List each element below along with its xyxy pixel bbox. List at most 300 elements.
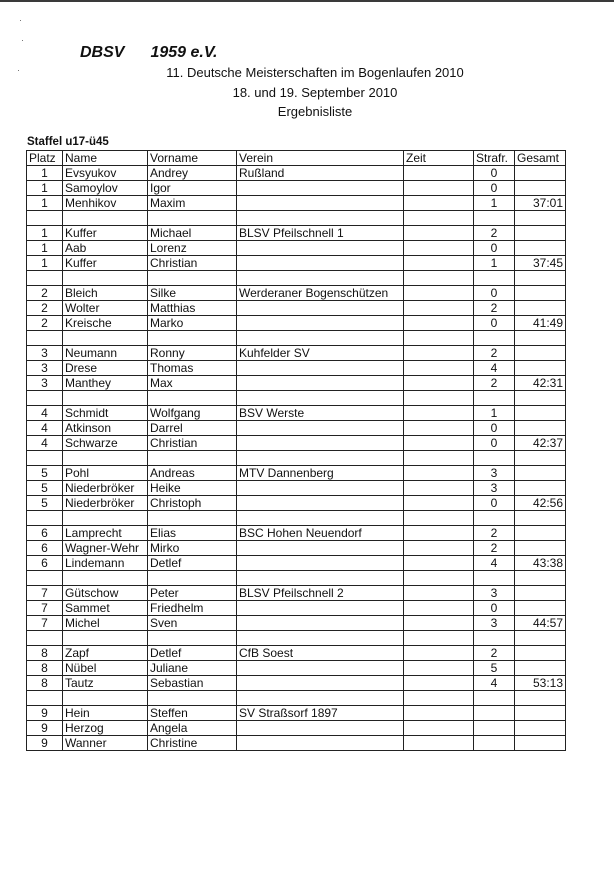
cell-vorname: Elias	[148, 526, 237, 541]
cell-name: Michel	[63, 616, 148, 631]
table-row	[27, 406, 566, 421]
cell-strafr: 2	[474, 646, 515, 661]
cell-zeit	[404, 346, 474, 361]
cell-platz: 7	[27, 601, 63, 616]
cell-strafr: 0	[474, 601, 515, 616]
cell-name: Kuffer	[63, 256, 148, 271]
spacer-cell	[474, 331, 515, 346]
cell-zeit	[404, 376, 474, 391]
spacer-cell	[148, 451, 237, 466]
cell-zeit	[404, 556, 474, 571]
table-row	[27, 256, 566, 271]
cell-gesamt: 42:31	[515, 376, 566, 391]
cell-platz: 4	[27, 421, 63, 436]
cell-vorname: Igor	[148, 181, 237, 196]
cell-platz: 3	[27, 346, 63, 361]
spacer-cell	[27, 211, 63, 226]
cell-name: Menhikov	[63, 196, 148, 211]
cell-gesamt	[515, 301, 566, 316]
cell-zeit	[404, 301, 474, 316]
cell-vorname: Christian	[148, 256, 237, 271]
cell-strafr	[474, 736, 515, 751]
cell-platz: 7	[27, 586, 63, 601]
cell-verein	[237, 436, 404, 451]
spacer-cell	[27, 511, 63, 526]
table-row	[27, 376, 566, 391]
spacer-cell	[404, 571, 474, 586]
cell-vorname: Peter	[148, 586, 237, 601]
cell-gesamt: 37:45	[515, 256, 566, 271]
spacer-cell	[404, 631, 474, 646]
cell-verein: SV Straßsorf 1897	[237, 706, 404, 721]
spacer-cell	[237, 331, 404, 346]
cell-verein	[237, 496, 404, 511]
cell-vorname: Christian	[148, 436, 237, 451]
table-row	[27, 676, 566, 691]
table-row	[27, 241, 566, 256]
cell-platz: 2	[27, 316, 63, 331]
table-row	[27, 556, 566, 571]
table-row	[27, 361, 566, 376]
cell-platz: 6	[27, 541, 63, 556]
cell-verein	[237, 736, 404, 751]
cell-platz: 7	[27, 616, 63, 631]
cell-gesamt	[515, 346, 566, 361]
cell-strafr: 2	[474, 301, 515, 316]
header-name: Name	[63, 151, 148, 166]
cell-verein	[237, 196, 404, 211]
cell-zeit	[404, 736, 474, 751]
cell-vorname: Sven	[148, 616, 237, 631]
cell-strafr: 5	[474, 661, 515, 676]
table-row	[27, 616, 566, 631]
cell-platz: 2	[27, 301, 63, 316]
cell-gesamt	[515, 736, 566, 751]
cell-name: Samoylov	[63, 181, 148, 196]
spacer-cell	[148, 211, 237, 226]
organization-heading	[80, 44, 217, 62]
cell-strafr: 4	[474, 676, 515, 691]
cell-vorname: Juliane	[148, 661, 237, 676]
cell-verein	[237, 556, 404, 571]
cell-zeit	[404, 721, 474, 736]
cell-zeit	[404, 466, 474, 481]
cell-verein	[237, 316, 404, 331]
scan-edge	[0, 0, 614, 2]
spacer-cell	[27, 451, 63, 466]
cell-zeit	[404, 256, 474, 271]
table-row	[27, 646, 566, 661]
cell-verein	[237, 376, 404, 391]
spacer-cell	[515, 691, 566, 706]
cell-zeit	[404, 526, 474, 541]
cell-zeit	[404, 361, 474, 376]
spacer-cell	[148, 691, 237, 706]
table-row	[27, 541, 566, 556]
cell-gesamt	[515, 241, 566, 256]
cell-vorname: Andrey	[148, 166, 237, 181]
cell-zeit	[404, 316, 474, 331]
cell-name: Pohl	[63, 466, 148, 481]
cell-strafr: 3	[474, 466, 515, 481]
spacer-cell	[237, 391, 404, 406]
cell-verein: BLSV Pfeilschnell 1	[237, 226, 404, 241]
spacer-cell	[404, 271, 474, 286]
cell-gesamt	[515, 286, 566, 301]
cell-gesamt	[515, 361, 566, 376]
cell-gesamt	[515, 721, 566, 736]
cell-strafr: 3	[474, 481, 515, 496]
cell-zeit	[404, 601, 474, 616]
cell-zeit	[404, 661, 474, 676]
cell-gesamt	[515, 481, 566, 496]
cell-vorname: Max	[148, 376, 237, 391]
cell-strafr: 1	[474, 196, 515, 211]
table-row	[27, 466, 566, 481]
cell-zeit	[404, 166, 474, 181]
spacer-cell	[237, 271, 404, 286]
spacer-cell	[404, 691, 474, 706]
cell-verein	[237, 541, 404, 556]
cell-name: Evsyukov	[63, 166, 148, 181]
cell-vorname: Lorenz	[148, 241, 237, 256]
cell-zeit	[404, 496, 474, 511]
cell-strafr: 0	[474, 166, 515, 181]
scan-speck	[22, 40, 23, 41]
spacer-cell	[27, 571, 63, 586]
cell-verein	[237, 301, 404, 316]
cell-name: Lindemann	[63, 556, 148, 571]
spacer-cell	[63, 271, 148, 286]
cell-strafr: 1	[474, 256, 515, 271]
spacer-cell	[515, 511, 566, 526]
cell-gesamt	[515, 661, 566, 676]
cell-platz: 3	[27, 376, 63, 391]
scan-speck	[20, 20, 21, 21]
cell-strafr: 2	[474, 376, 515, 391]
cell-name: Hein	[63, 706, 148, 721]
cell-name: Gütschow	[63, 586, 148, 601]
spacer-cell	[474, 211, 515, 226]
cell-verein	[237, 241, 404, 256]
cell-verein: CfB Soest	[237, 646, 404, 661]
section-title: Staffel u17-ü45	[27, 136, 109, 148]
org-suffix: 1959 e.V.	[150, 44, 218, 61]
table-row	[27, 196, 566, 211]
cell-strafr: 3	[474, 616, 515, 631]
spacer-cell	[404, 391, 474, 406]
cell-gesamt: 43:38	[515, 556, 566, 571]
spacer-cell	[148, 391, 237, 406]
results-table	[26, 150, 566, 751]
spacer-cell	[474, 691, 515, 706]
table-row	[27, 586, 566, 601]
cell-vorname: Sebastian	[148, 676, 237, 691]
cell-strafr	[474, 706, 515, 721]
spacer-cell	[404, 331, 474, 346]
spacer-cell	[474, 271, 515, 286]
cell-verein: BSC Hohen Neuendorf	[237, 526, 404, 541]
cell-strafr: 0	[474, 181, 515, 196]
cell-name: Manthey	[63, 376, 148, 391]
table-row	[27, 601, 566, 616]
spacer-cell	[27, 691, 63, 706]
cell-verein: Kuhfelder SV	[237, 346, 404, 361]
spacer-cell	[515, 631, 566, 646]
spacer-cell	[63, 331, 148, 346]
spacer-cell	[63, 571, 148, 586]
cell-vorname: Christine	[148, 736, 237, 751]
spacer-cell	[515, 391, 566, 406]
spacer-cell	[515, 211, 566, 226]
table-row	[27, 316, 566, 331]
cell-zeit	[404, 286, 474, 301]
cell-strafr: 0	[474, 436, 515, 451]
spacer-cell	[27, 631, 63, 646]
spacer-cell	[148, 571, 237, 586]
cell-name: Wolter	[63, 301, 148, 316]
spacer-cell	[27, 331, 63, 346]
table-row	[27, 421, 566, 436]
cell-strafr	[474, 721, 515, 736]
spacer-cell	[63, 631, 148, 646]
cell-platz: 4	[27, 436, 63, 451]
cell-gesamt	[515, 601, 566, 616]
cell-name: Tautz	[63, 676, 148, 691]
cell-zeit	[404, 616, 474, 631]
event-dates: 18. und 19. September 2010	[232, 85, 398, 100]
cell-gesamt	[515, 541, 566, 556]
cell-platz: 1	[27, 226, 63, 241]
spacer-row	[27, 451, 566, 466]
table-row	[27, 526, 566, 541]
cell-verein	[237, 181, 404, 196]
cell-vorname: Andreas	[148, 466, 237, 481]
cell-vorname: Maxim	[148, 196, 237, 211]
cell-vorname: Marko	[148, 316, 237, 331]
spacer-row	[27, 331, 566, 346]
cell-zeit	[404, 676, 474, 691]
cell-strafr: 0	[474, 286, 515, 301]
spacer-row	[27, 211, 566, 226]
cell-gesamt	[515, 421, 566, 436]
cell-name: Schwarze	[63, 436, 148, 451]
spacer-cell	[148, 511, 237, 526]
spacer-cell	[474, 571, 515, 586]
cell-name: Kreische	[63, 316, 148, 331]
cell-name: Drese	[63, 361, 148, 376]
cell-vorname: Michael	[148, 226, 237, 241]
cell-vorname: Friedhelm	[148, 601, 237, 616]
cell-verein	[237, 601, 404, 616]
cell-verein	[237, 481, 404, 496]
spacer-cell	[237, 511, 404, 526]
cell-platz: 9	[27, 721, 63, 736]
cell-verein	[237, 721, 404, 736]
header-gesamt: Gesamt	[515, 151, 566, 166]
cell-name: Aab	[63, 241, 148, 256]
cell-zeit	[404, 196, 474, 211]
cell-vorname: Christoph	[148, 496, 237, 511]
cell-gesamt	[515, 466, 566, 481]
cell-platz: 3	[27, 361, 63, 376]
cell-zeit	[404, 181, 474, 196]
spacer-cell	[237, 571, 404, 586]
spacer-cell	[27, 391, 63, 406]
cell-name: Sammet	[63, 601, 148, 616]
cell-zeit	[404, 406, 474, 421]
spacer-cell	[515, 571, 566, 586]
cell-vorname: Heike	[148, 481, 237, 496]
cell-strafr: 0	[474, 241, 515, 256]
cell-gesamt: 41:49	[515, 316, 566, 331]
header-verein: Verein	[237, 151, 404, 166]
header-vorname: Vorname	[148, 151, 237, 166]
cell-name: Wagner-Wehr	[63, 541, 148, 556]
spacer-cell	[63, 451, 148, 466]
cell-zeit	[404, 706, 474, 721]
cell-name: Bleich	[63, 286, 148, 301]
cell-gesamt	[515, 226, 566, 241]
cell-platz: 6	[27, 556, 63, 571]
cell-vorname: Wolfgang	[148, 406, 237, 421]
cell-verein	[237, 676, 404, 691]
spacer-cell	[474, 451, 515, 466]
cell-name: Wanner	[63, 736, 148, 751]
cell-name: Herzog	[63, 721, 148, 736]
table-header-row	[27, 151, 566, 166]
cell-name: Schmidt	[63, 406, 148, 421]
spacer-cell	[404, 211, 474, 226]
cell-vorname: Detlef	[148, 646, 237, 661]
cell-gesamt	[515, 646, 566, 661]
cell-zeit	[404, 241, 474, 256]
table-row	[27, 286, 566, 301]
cell-name: Niederbröker	[63, 481, 148, 496]
table-row	[27, 661, 566, 676]
cell-verein: Rußland	[237, 166, 404, 181]
cell-verein	[237, 661, 404, 676]
cell-zeit	[404, 646, 474, 661]
spacer-cell	[515, 271, 566, 286]
cell-platz: 1	[27, 256, 63, 271]
cell-strafr: 2	[474, 226, 515, 241]
cell-platz: 1	[27, 196, 63, 211]
cell-name: Zapf	[63, 646, 148, 661]
spacer-cell	[474, 391, 515, 406]
cell-name: Neumann	[63, 346, 148, 361]
cell-platz: 5	[27, 481, 63, 496]
cell-verein	[237, 616, 404, 631]
org-name: DBSV	[80, 44, 125, 61]
spacer-cell	[63, 691, 148, 706]
table-row	[27, 436, 566, 451]
cell-vorname: Thomas	[148, 361, 237, 376]
cell-verein	[237, 421, 404, 436]
cell-strafr: 0	[474, 496, 515, 511]
cell-verein	[237, 256, 404, 271]
cell-platz: 4	[27, 406, 63, 421]
cell-strafr: 2	[474, 526, 515, 541]
spacer-cell	[404, 451, 474, 466]
spacer-cell	[404, 511, 474, 526]
spacer-row	[27, 571, 566, 586]
spacer-cell	[515, 451, 566, 466]
cell-strafr: 3	[474, 586, 515, 601]
cell-zeit	[404, 421, 474, 436]
cell-gesamt: 42:37	[515, 436, 566, 451]
cell-name: Kuffer	[63, 226, 148, 241]
cell-gesamt	[515, 706, 566, 721]
table-row	[27, 721, 566, 736]
spacer-cell	[63, 211, 148, 226]
cell-gesamt: 37:01	[515, 196, 566, 211]
spacer-cell	[148, 631, 237, 646]
cell-strafr: 2	[474, 346, 515, 361]
spacer-row	[27, 691, 566, 706]
table-row	[27, 181, 566, 196]
spacer-cell	[474, 511, 515, 526]
cell-vorname: Darrel	[148, 421, 237, 436]
cell-gesamt: 44:57	[515, 616, 566, 631]
spacer-cell	[237, 211, 404, 226]
spacer-row	[27, 271, 566, 286]
cell-strafr: 1	[474, 406, 515, 421]
spacer-cell	[237, 451, 404, 466]
spacer-cell	[63, 391, 148, 406]
cell-platz: 9	[27, 706, 63, 721]
cell-platz: 2	[27, 286, 63, 301]
cell-platz: 1	[27, 166, 63, 181]
event-title: 11. Deutsche Meisterschaften im Bogenlaufen 2010	[166, 65, 464, 80]
cell-platz: 8	[27, 646, 63, 661]
spacer-row	[27, 391, 566, 406]
cell-strafr: 4	[474, 556, 515, 571]
table-row	[27, 706, 566, 721]
cell-gesamt: 42:56	[515, 496, 566, 511]
cell-vorname: Ronny	[148, 346, 237, 361]
header-strafr: Strafr.	[474, 151, 515, 166]
cell-name: Nübel	[63, 661, 148, 676]
table-row	[27, 496, 566, 511]
cell-platz: 6	[27, 526, 63, 541]
cell-strafr: 0	[474, 316, 515, 331]
cell-verein	[237, 361, 404, 376]
table-row	[27, 346, 566, 361]
cell-zeit	[404, 586, 474, 601]
cell-gesamt	[515, 406, 566, 421]
cell-strafr: 2	[474, 541, 515, 556]
cell-zeit	[404, 541, 474, 556]
spacer-cell	[474, 631, 515, 646]
list-title: Ergebnisliste	[277, 104, 353, 119]
table-row	[27, 226, 566, 241]
cell-verein: Werderaner Bogenschützen	[237, 286, 404, 301]
spacer-row	[27, 631, 566, 646]
cell-gesamt	[515, 526, 566, 541]
table-row	[27, 481, 566, 496]
cell-vorname: Matthias	[148, 301, 237, 316]
spacer-cell	[148, 331, 237, 346]
cell-platz: 1	[27, 241, 63, 256]
spacer-cell	[237, 691, 404, 706]
cell-zeit	[404, 436, 474, 451]
cell-platz: 8	[27, 661, 63, 676]
cell-verein: BSV Werste	[237, 406, 404, 421]
spacer-cell	[63, 511, 148, 526]
results-body	[27, 166, 566, 751]
cell-verein: MTV Dannenberg	[237, 466, 404, 481]
